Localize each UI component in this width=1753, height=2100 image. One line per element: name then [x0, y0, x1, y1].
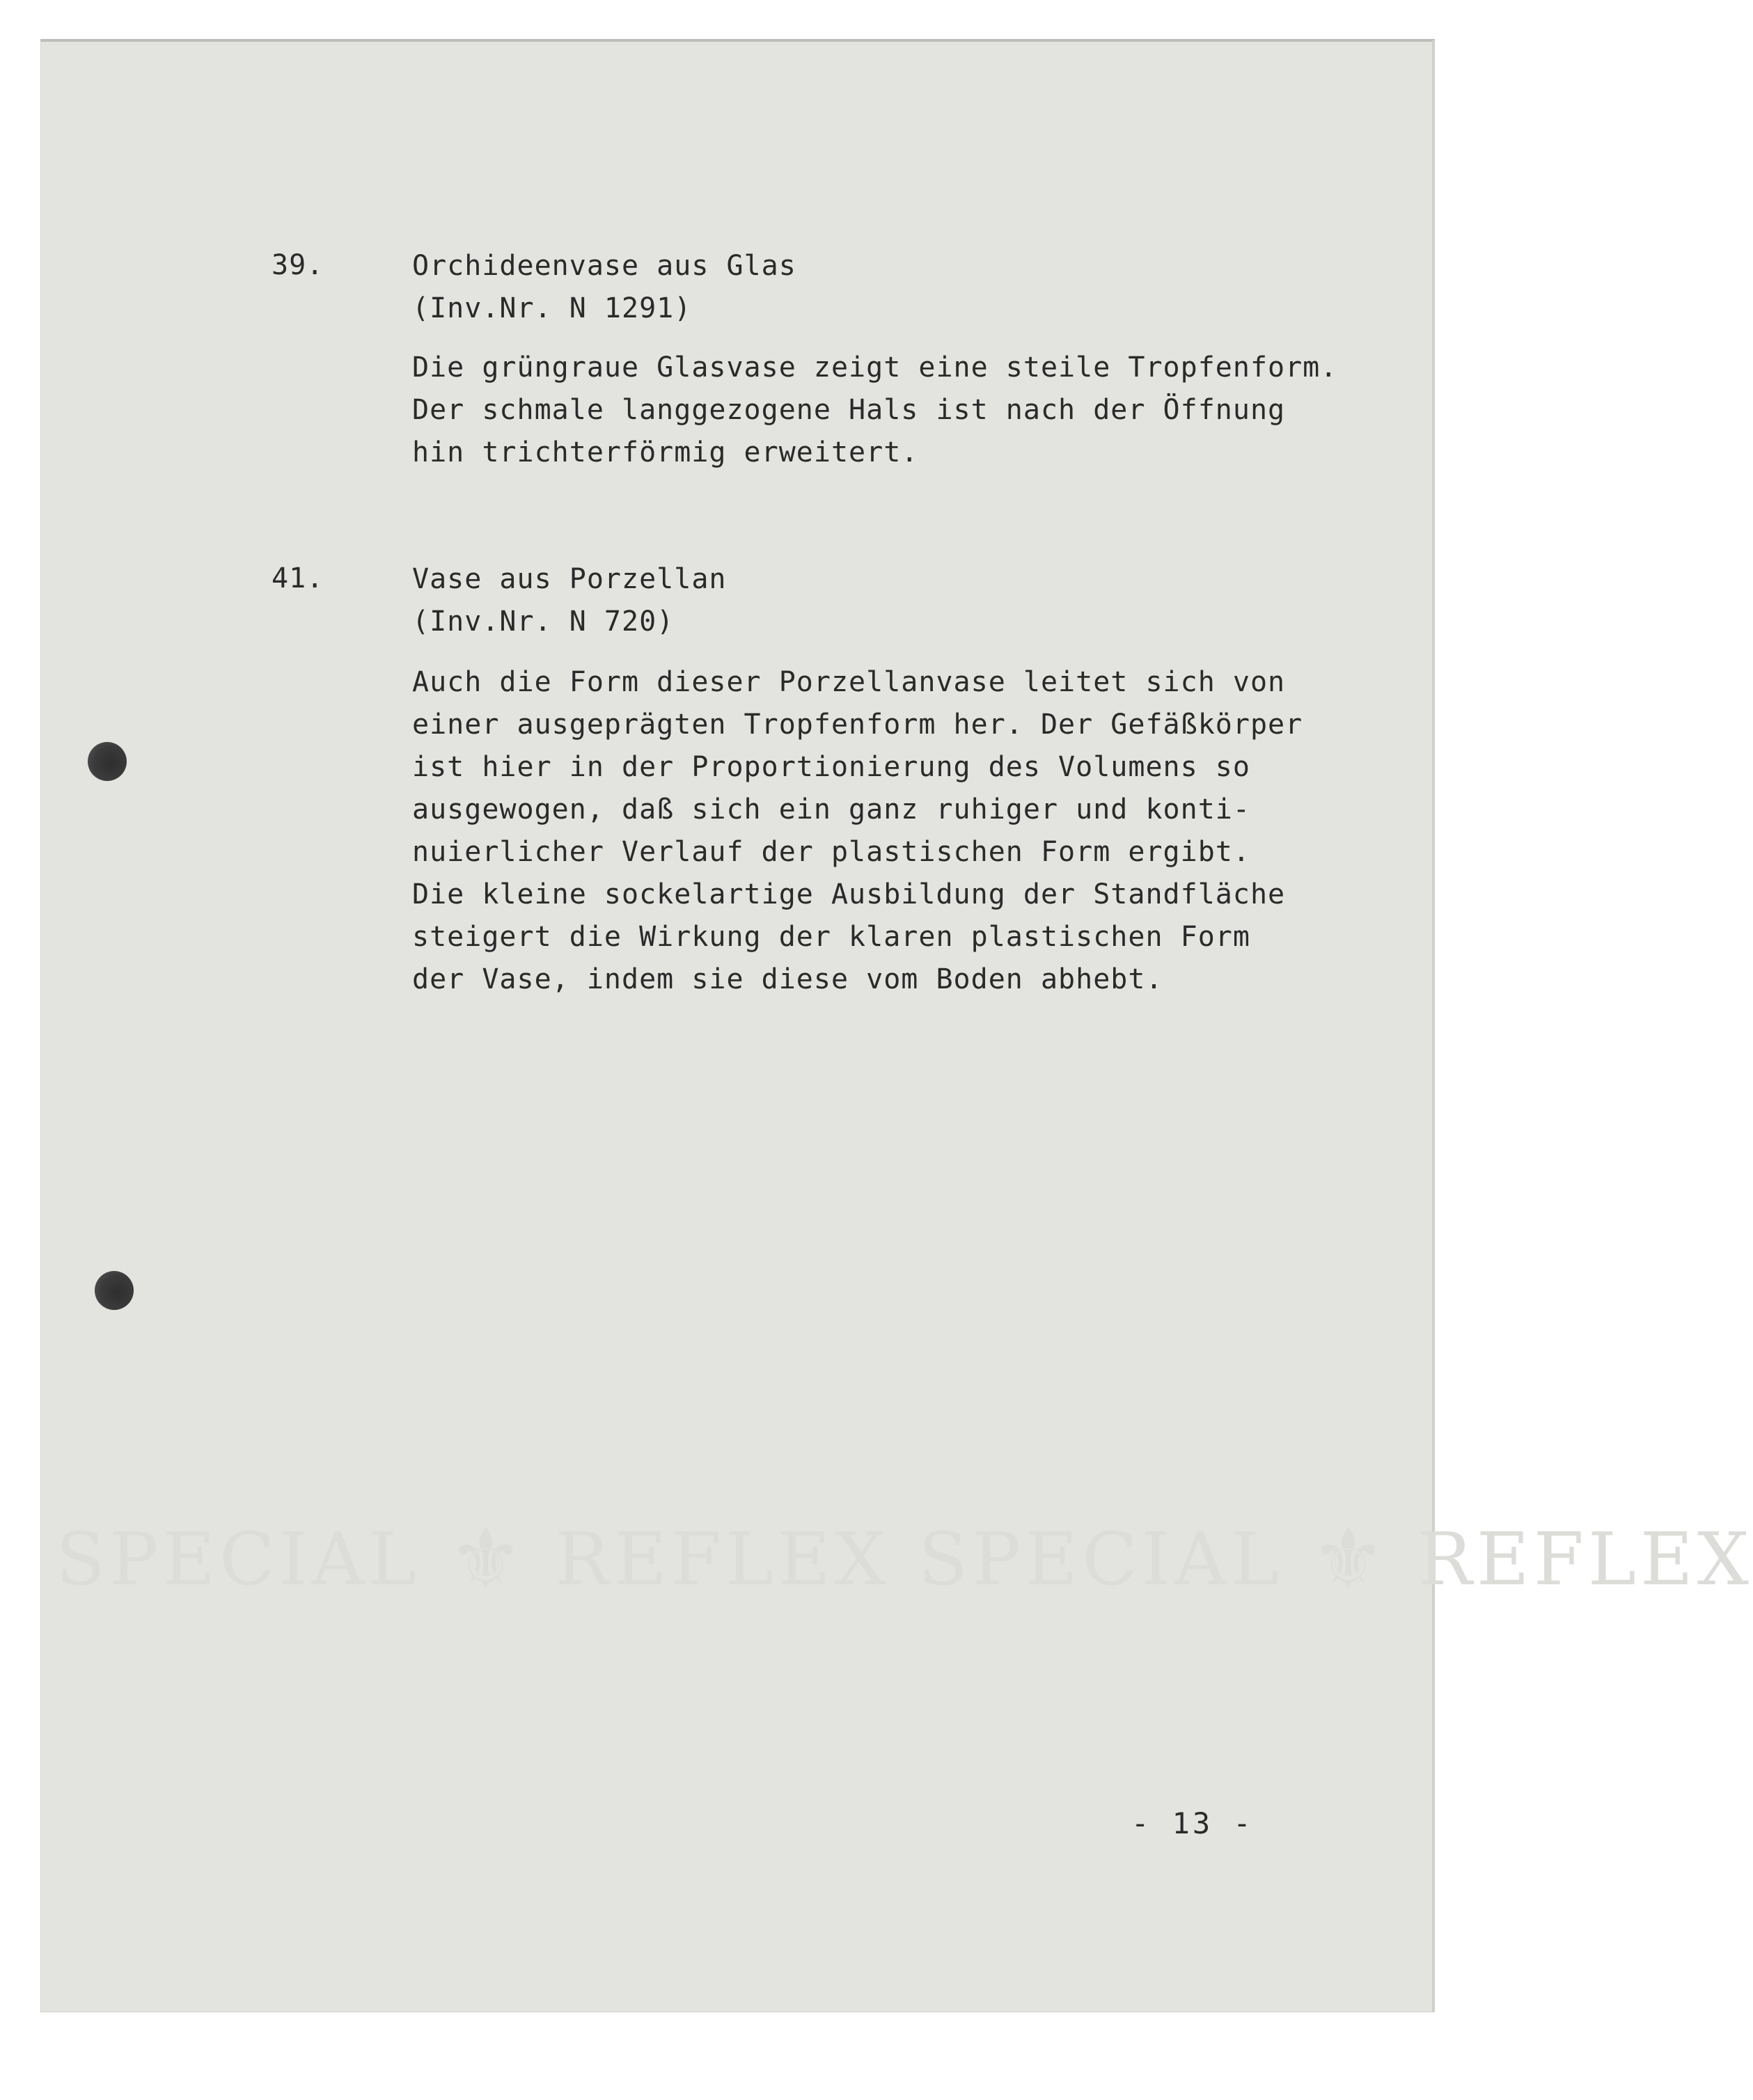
- description-line: Die kleine sockelartige Ausbildung der Standfläche: [412, 878, 1286, 910]
- description-line: ist hier in der Proportionierung des Volumens so: [412, 751, 1250, 783]
- entry-title: Vase aus Porzellan: [412, 563, 727, 595]
- entry-number: 39.: [272, 249, 324, 281]
- description-line: hin trichterförmig erweitert.: [412, 436, 919, 468]
- description-line: nuierlicher Verlauf der plastischen Form ergibt.: [412, 836, 1250, 868]
- watermark-word: SPECIAL: [918, 1517, 1283, 1602]
- paper-watermark: [56, 1510, 1753, 1608]
- entry-number: 41.: [272, 562, 324, 594]
- description-line: der Vase, indem sie diese vom Boden abhebt.: [412, 963, 1163, 995]
- description-line: Die grüngraue Glasvase zeigt eine steile Tropfenform.: [412, 352, 1338, 384]
- paper-sheet: [40, 40, 1435, 2012]
- page-number: - 13 -: [1131, 1806, 1254, 1840]
- watermark-word: REFLEX: [1417, 1517, 1753, 1602]
- description-line: Der schmale langgezogene Hals ist nach der Öffnung: [412, 394, 1286, 426]
- description-line: Auch die Form dieser Porzellanvase leitet sich von: [412, 666, 1286, 698]
- entry-inventory: (Inv.Nr. N 720): [412, 606, 675, 638]
- description-line: steigert die Wirkung der klaren plastischen Form: [412, 921, 1250, 953]
- punch-hole-lower: [95, 1271, 134, 1310]
- watermark-word: SPECIAL: [56, 1517, 420, 1602]
- description-line: ausgewogen, daß sich ein ganz ruhiger und konti-: [412, 794, 1250, 826]
- punch-hole-upper: [88, 742, 127, 781]
- fleur-de-lis-icon: ⚜: [448, 1510, 528, 1608]
- description-line: einer ausgeprägten Tropfenform her. Der Gefäßkörper: [412, 709, 1303, 741]
- entry-title: Orchideenvase aus Glas: [412, 250, 796, 282]
- entry-inventory: (Inv.Nr. N 1291): [412, 292, 692, 324]
- watermark-word: REFLEX: [555, 1517, 890, 1602]
- fleur-de-lis-icon: ⚜: [1310, 1510, 1390, 1608]
- sheet-top-edge: [40, 39, 1435, 42]
- sheet-right-edge: [1432, 40, 1435, 2012]
